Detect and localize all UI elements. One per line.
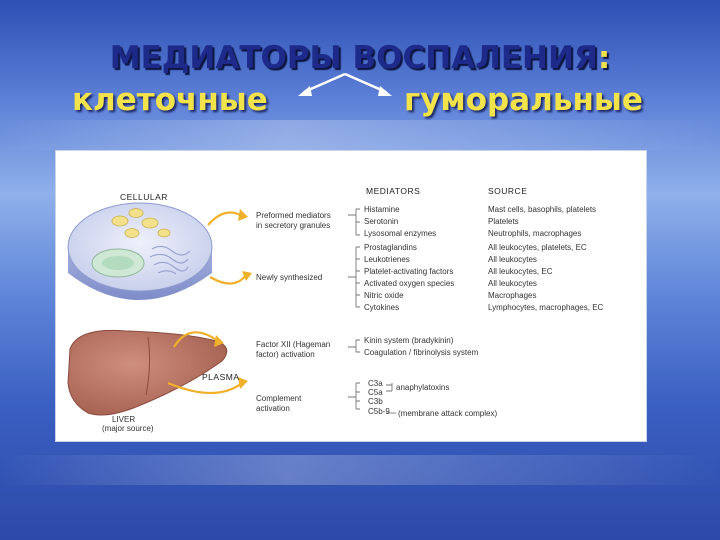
mediator-item: C3a (368, 379, 383, 388)
mediator-item: Leukotrienes (364, 255, 410, 264)
mediator-item: Coagulation / fibrinolysis system (364, 348, 479, 357)
mediator-item: C5b-9 (368, 407, 390, 416)
mediator-item: Lysosomal enzymes (364, 229, 437, 238)
title-split-arrows (290, 68, 400, 108)
mediators-figure (55, 150, 647, 442)
source-item: Neutrophils, macrophages (488, 229, 582, 238)
mediator-item: C5a (368, 388, 383, 397)
category-complement: Complement activation (256, 394, 302, 413)
mediator-item: Nitric oxide (364, 291, 404, 300)
source-item: Mast cells, basophils, platelets (488, 205, 597, 214)
slide-title-colon: : (597, 40, 611, 76)
source-item: Platelets (488, 217, 519, 226)
mediator-item: Cytokines (364, 303, 400, 312)
anaphylatoxins-label: anaphylatoxins (396, 383, 450, 392)
mac-label: (membrane attack complex) (398, 409, 498, 418)
source-item: All leukocytes, EC (488, 267, 553, 276)
category-factor-xii: Factor XII (Hageman factor) activation (256, 340, 331, 359)
source-item: All leukocytes (488, 255, 537, 264)
mediator-item: C3b (368, 397, 383, 406)
column-header-mediators: MEDIATORS (366, 186, 421, 196)
mediator-item: Platelet-activating factors (364, 267, 454, 276)
label-cellular: CELLULAR (120, 192, 168, 202)
label-liver: LIVER (112, 415, 136, 424)
column-header-source: SOURCE (488, 186, 528, 196)
label-liver-note: (major source) (102, 424, 154, 433)
category-preformed: Preformed mediators in secretory granules (256, 211, 331, 230)
mediator-item: Serotonin (364, 217, 399, 226)
background-streak (0, 455, 720, 485)
mediator-item: Kinin system (bradykinin) (364, 336, 454, 345)
mediator-item: Histamine (364, 205, 400, 214)
subtitle-cellular: клеточные (72, 82, 268, 118)
cell-illustration (68, 203, 212, 300)
source-item: All leukocytes (488, 279, 537, 288)
slide-title-text: МЕДИАТОРЫ ВОСПАЛЕНИЯ (109, 40, 598, 76)
source-item: Lymphocytes, macrophages, EC (488, 303, 604, 312)
subtitle-humoral: гуморальные (404, 82, 643, 118)
category-newly-synthesized: Newly synthesized (256, 273, 323, 282)
mediator-item: Activated oxygen species (364, 279, 455, 288)
label-plasma: PLASMA (202, 372, 240, 382)
background-streak (0, 120, 720, 150)
mediator-item: Prostaglandins (364, 243, 417, 252)
source-item: Macrophages (488, 291, 537, 300)
source-item: All leukocytes, platelets, EC (488, 243, 587, 252)
